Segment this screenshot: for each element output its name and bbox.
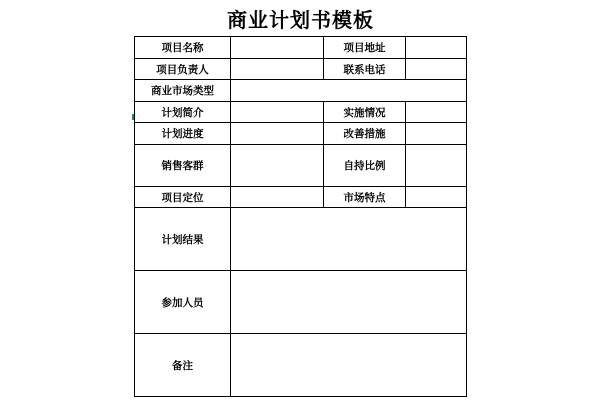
- value-sales-customers[interactable]: [231, 145, 324, 187]
- label-market-features: 市场特点: [324, 187, 406, 208]
- label-implementation: 实施情况: [324, 102, 406, 123]
- label-plan-progress: 计划进度: [135, 123, 231, 145]
- value-improvement[interactable]: [406, 123, 466, 145]
- value-plan-progress[interactable]: [231, 123, 324, 145]
- value-remarks[interactable]: [231, 334, 466, 396]
- value-market-features[interactable]: [406, 187, 466, 208]
- value-market-type[interactable]: [231, 80, 466, 102]
- value-positioning[interactable]: [231, 187, 324, 208]
- value-project-address[interactable]: [406, 37, 466, 59]
- value-plan-results[interactable]: [231, 208, 466, 271]
- label-improvement: 改善措施: [324, 123, 406, 145]
- label-market-type: 商业市场类型: [135, 80, 231, 102]
- value-project-owner[interactable]: [231, 59, 324, 80]
- label-project-owner: 项目负责人: [135, 59, 231, 80]
- form-title: 商业计划书模板: [227, 8, 374, 32]
- label-contact-phone: 联系电话: [324, 59, 406, 80]
- cell-selection-marker: [132, 114, 134, 120]
- value-plan-summary[interactable]: [231, 102, 324, 123]
- label-sales-customers: 销售客群: [135, 145, 231, 187]
- label-self-ratio: 自持比例: [324, 145, 406, 187]
- label-positioning: 项目定位: [135, 187, 231, 208]
- value-self-ratio[interactable]: [406, 145, 466, 187]
- value-contact-phone[interactable]: [406, 59, 466, 80]
- label-remarks: 备注: [135, 334, 231, 396]
- label-project-name: 项目名称: [135, 37, 231, 59]
- business-plan-form: [134, 3, 467, 397]
- label-plan-results: 计划结果: [135, 208, 231, 271]
- form-table: [134, 36, 467, 397]
- value-implementation[interactable]: [406, 102, 466, 123]
- value-participants[interactable]: [231, 271, 466, 334]
- label-plan-summary: 计划简介: [135, 102, 231, 123]
- value-project-name[interactable]: [231, 37, 324, 59]
- label-project-address: 项目地址: [324, 37, 406, 59]
- label-participants: 参加人员: [135, 271, 231, 334]
